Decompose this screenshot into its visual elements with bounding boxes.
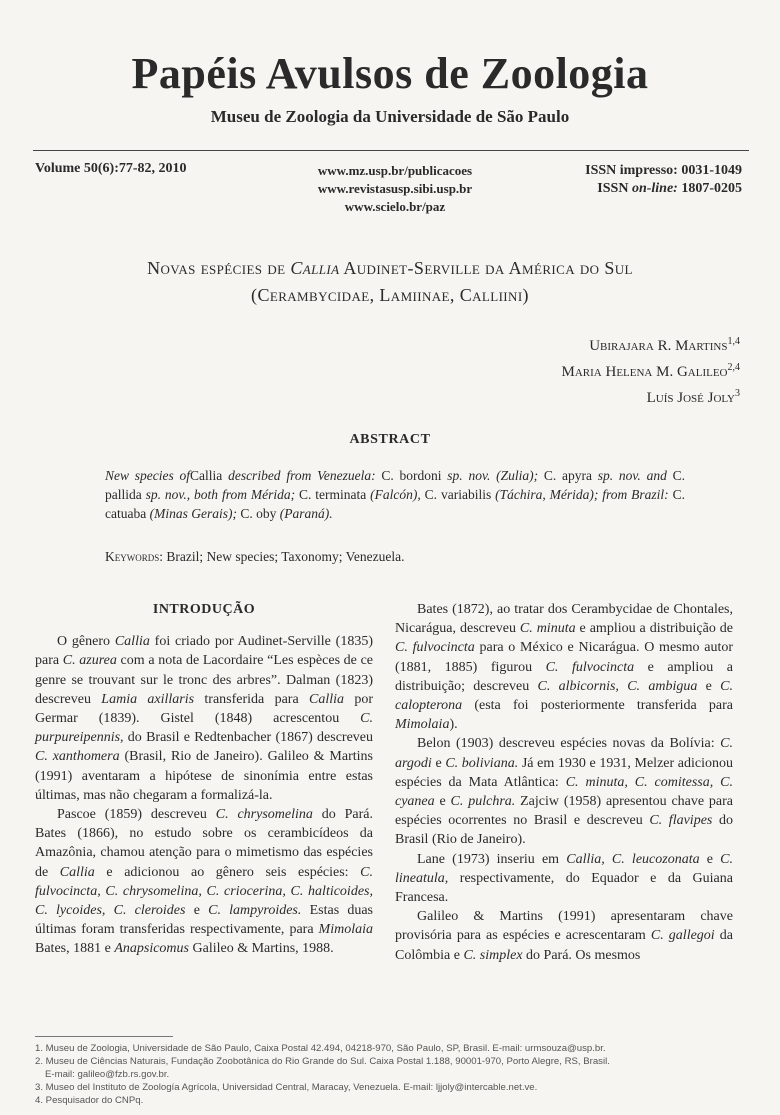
footnote: 3. Museo del Instituto de Zoología Agrícola, Universidad Central, Maracay, Venezuela. E-mail: ljjoly@intercable.net.ve. — [35, 1082, 538, 1093]
url-link[interactable]: www.revistasusp.sibi.usp.br — [317, 181, 473, 196]
issn-print: ISSN impresso: 0031-1049 — [585, 163, 742, 178]
keywords: Keywords: Brazil; New species; Taxonomy; Venezuela. — [105, 549, 405, 564]
footnote-rule — [35, 1036, 173, 1037]
issn-online: ISSN on-line: 1807-0205 — [597, 181, 742, 196]
paper-title — [40, 255, 740, 309]
issn-block — [585, 162, 742, 198]
paragraph: Bates (1872), ao tratar dos Cerambycidae de Chontales, Nicarágua, descreveu C. minuta e ampliou a distribuição de C. fulvocincta para o México e Nicarágua. O mesmo autor (1881, 1885) figurou C. fulvocincta e ampliou a distribuição; descreveu C. albicornis, C. ambigua e C. calopterona (esta foi posteriormente transferida para Mimolaia). — [395, 602, 734, 733]
footnote-continued: E-mail: galileo@fzb.rs.gov.br. — [45, 1069, 170, 1080]
url-link[interactable]: www.mz.usp.br/publicacoes — [317, 163, 473, 178]
paper-title-line1: Novas espécies de Callia Audinet-Serville da América do Sul — [147, 258, 633, 278]
paragraph: Belon (1903) descreveu espécies novas da Bolívia: C. argodi e C. boliviana. Já em 1930 e 1931, Melzer adicionou espécies da Mata Atlântica: C. minuta, C. comitessa, C. cyanea e C. pulchra. Zajciw (1958) apresentou chave para espécies ocorrentes no Brasil e descreveu C. flavipes do Brasil (Rio de Janeiro). — [395, 736, 734, 848]
journal-subtitle: Museu de Zoologia da Universidade de São Paulo — [210, 107, 570, 126]
author: Ubirajara R. Martins$^{1,4}$ — [589, 336, 740, 354]
journal-urls — [240, 162, 550, 216]
abstract-text: New species ofCallia described from Venezuela: C. bordoni sp. nov. (Zulia); C. apyra sp. nov. and C. pallida sp. nov., both from Mérida; C. terminata (Falcón), C. variabilis (Táchira, Mérida); from Brazil: C. catuaba (Minas Gerais); C. oby (Paraná). — [105, 468, 685, 521]
section-heading: INTRODUÇÃO — [152, 602, 256, 617]
paper-title-line2: (Cerambycidae, Lamiinae, Calliini) — [251, 285, 529, 305]
paragraph: Galileo & Martins (1991) apresentaram chave provisória para as espécies e acrescentaram C. gallegoi da Colômbia e C. simplex do Pará. Os mesmos — [395, 909, 733, 963]
column-left — [35, 600, 373, 959]
footnote: 2. Museu de Ciências Naturais, Fundação Zoobotânica do Rio Grande do Sul. Caixa Postal 1.188, 90001-970, Porto Alegre, RS, Brasil. — [35, 1056, 610, 1067]
paragraph: O gênero Callia foi criado por Audinet-Serville (1835) para C. azurea com a nota de Lacordaire “Les espèces de ce genre se trouvant sur le tronc des arbres”. Dalman (1823) descreveu Lamia axillaris transferida para Callia por Germar (1839). Gistel (1848) acrescentou C. purpureipennis, do Brasil e Redtenbacher (1867) descreveu C. xanthomera (Brasil, Rio de Janeiro). Galileo & Martins (1991) aventaram a hipótese de sinonímia entre estas últimas, mas não chegaram a formalizá-la. — [35, 634, 373, 803]
author: Luís José Joly$^3$ — [646, 388, 740, 406]
header-rule — [33, 150, 749, 151]
author-list — [562, 333, 740, 411]
paragraph: Lane (1973) inseriu em Callia, C. leucozonata e C. lineatula, respectivamente, do Equador e da Guiana Francesa. — [395, 851, 734, 906]
footnote: 4. Pesquisador do CNPq. — [35, 1095, 144, 1106]
footnotes — [35, 1042, 747, 1107]
volume-info: Volume 50(6):77-82, 2010 — [35, 161, 187, 176]
journal-title: Papéis Avulsos de Zoologia — [131, 49, 649, 98]
paragraph: Pascoe (1859) descreveu C. chrysomelina do Pará. Bates (1866), no estudo sobre os cerambicídeos da Amazônia, chamou atenção para o mimetismo das espécies de Callia e adicionou ao gênero seis espécies: C. fulvocincta, C. chrysomelina, C. criocerina, C. halticoides, C. lycoides, C. cleroides e C. lampyroides. Estas duas últimas foram transferidas respectivamente, para Mimolaia Bates, 1881 e Anapsicomus Galileo & Martins, 1988. — [35, 807, 374, 957]
author: Maria Helena M. Galileo$^{2,4}$ — [561, 362, 740, 380]
url-link[interactable]: www.scielo.br/paz — [344, 199, 446, 214]
footnote: 1. Museu de Zoologia, Universidade de São Paulo, Caixa Postal 42.494, 04218-970, São Paulo, SP, Brasil. E-mail: urmsouza@usp.br. — [35, 1043, 606, 1054]
column-right — [395, 600, 733, 965]
abstract-heading: ABSTRACT — [349, 432, 431, 447]
